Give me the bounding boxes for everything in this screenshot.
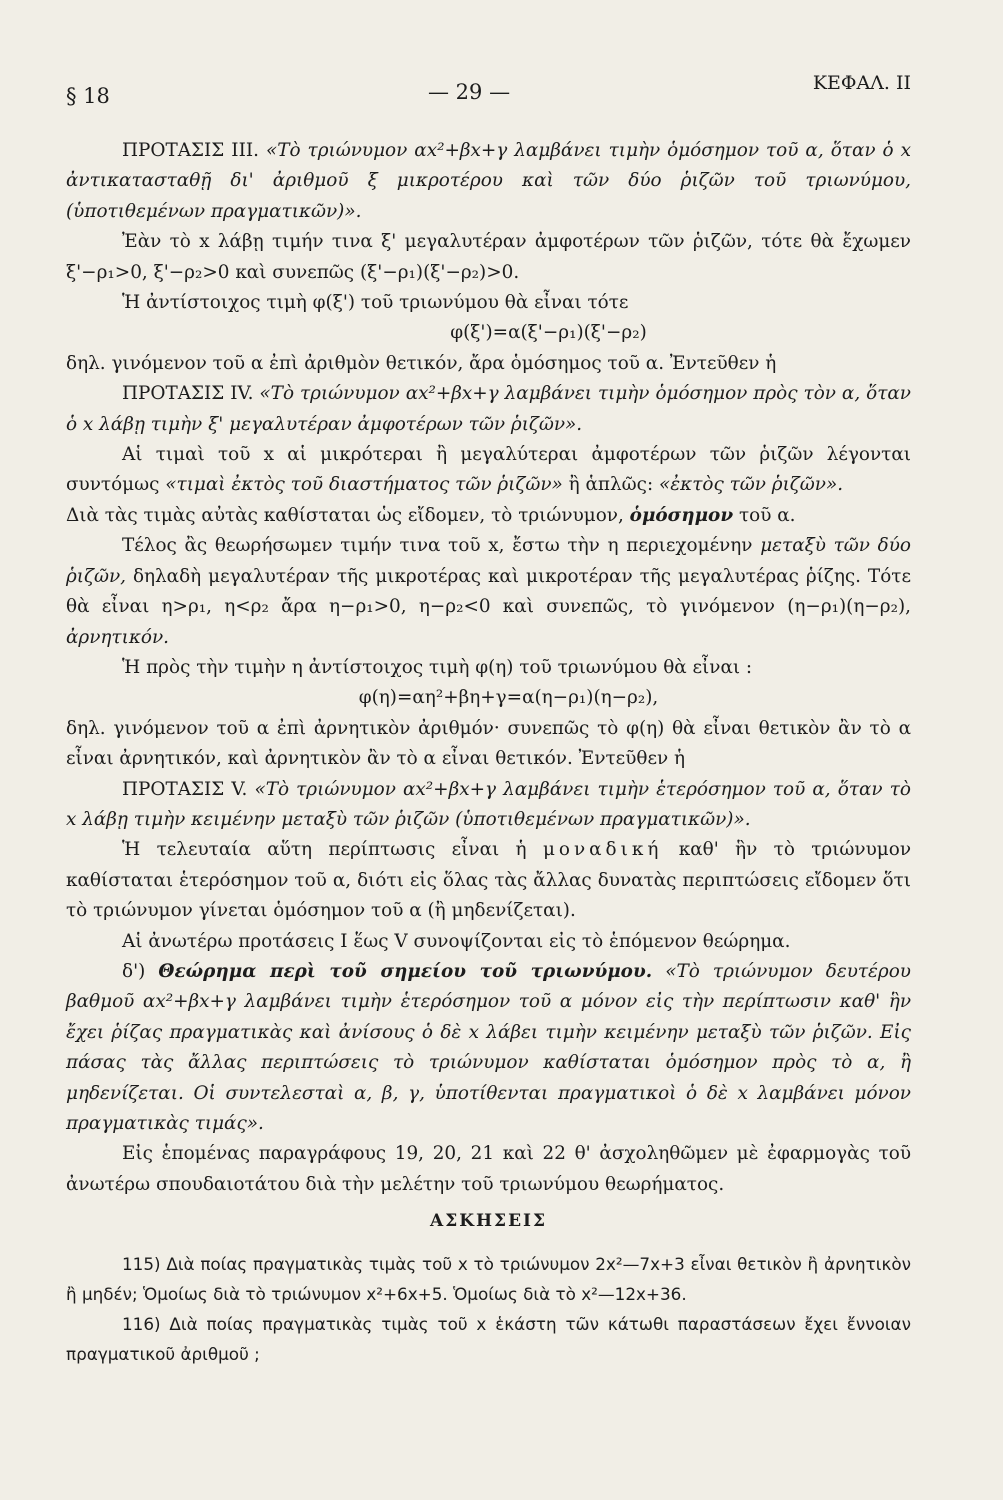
- text-run: μεταξὺ τῶν δύο ῥιζῶν,: [66, 535, 911, 587]
- proposition-3-statement: «Τὸ τριώνυμον αx²+βx+γ λαμβάνει τιμὴν ὁμόσημον τοῦ α, ὅταν ὁ x ἀντικατασταθῇ δι' ἀριθμοῦ ξ μικροτέρου καὶ τῶν δύο ῥιζῶν τοῦ τριωνύμου, (ὑποτιθεμένων πραγματικῶν)».: [66, 140, 911, 222]
- proposition-4-label: ΠΡΟΤΑΣΙΣ ΙV.: [122, 383, 254, 405]
- proposition-4: [66, 379, 911, 440]
- paragraph: [66, 531, 911, 653]
- text-run: Ἡ τελευταία αὕτη περίπτωσις εἶναι ἡ: [122, 839, 527, 861]
- paragraph: δηλ. γινόμενον τοῦ α ἐπὶ ἀριθμὸν θετικόν, ἄρα ὁμόσημος τοῦ α. Ἐντεῦθεν ἡ: [66, 352, 777, 374]
- proposition-5-label: ΠΡΟΤΑΣΙΣ V.: [122, 778, 248, 800]
- text-run: ἢ ἁπλῶς:: [568, 474, 654, 496]
- proposition-5-statement: «Τὸ τριώνυμον αx²+βx+γ λαμβάνει τιμὴν ἑτερόσημον τοῦ α, ὅταν τὸ x λάβῃ τιμὴν κειμένην μεταξὺ τῶν ῥιζῶν (ὑποτιθεμένων πραγματικῶν)».: [66, 778, 911, 830]
- emphasis: ὁμόσημον: [629, 504, 734, 526]
- theorem-label: δ'): [122, 960, 146, 982]
- text-run: Τέλος ἂς θεωρήσωμεν τιμήν τινα τοῦ x, ἔστω τὴν η περιεχομένην: [122, 535, 753, 557]
- spaced-emphasis: μοναδική: [542, 839, 663, 861]
- theorem-title: Θεώρημα περὶ τοῦ σημείου τοῦ τριωνύμου.: [158, 960, 653, 982]
- chapter-label: ΚΕΦΑΛ. ΙΙ: [812, 72, 911, 94]
- page-header: [66, 70, 911, 110]
- text-run: Διὰ τὰς τιμὰς αὐτὰς καθίσταται ὡς εἴδομεν, τὸ τριώνυμον,: [66, 504, 624, 526]
- equation: φ(η)=αη²+βη+γ=α(η−ρ₁)(η−ρ₂),: [358, 687, 659, 709]
- exercise-116: 116) Διὰ ποίας πραγματικὰς τιμὰς τοῦ x ἑκάστη τῶν κάτωθι παραστάσεων ἔχει ἔννοιαν πραγματικοῦ ἀριθμοῦ ;: [66, 1313, 911, 1364]
- body-text: [66, 136, 911, 1369]
- proposition-3: [66, 136, 911, 227]
- equation: φ(ξ')=α(ξ'−ρ₁)(ξ'−ρ₂): [450, 322, 647, 344]
- paragraph: [66, 835, 911, 926]
- text-run: Αἱ τιμαὶ τοῦ x αἱ μικρότεραι ἢ μεγαλύτεραι ἀμφοτέρων τῶν ῥιζῶν λέγονται συντόμως: [66, 444, 911, 496]
- page-number: — 29 —: [428, 80, 511, 104]
- exercises-heading: ΑΣΚΗΣΕΙΣ: [430, 1211, 547, 1232]
- paragraph: Ἡ ἀντίστοιχος τιμὴ φ(ξ') τοῦ τριωνύμου θὰ εἶναι τότε: [122, 292, 629, 314]
- theorem-statement: «Τὸ τριώνυμον δευτέρου βαθμοῦ αx²+βx+γ λαμβάνει τιμὴν ἑτερόσημον τοῦ α μόνον εἰς τὴν περίπτωσιν καθ' ἣν ἔχει ῥίζας πραγματικὰς καὶ ἀνίσους ὁ δὲ x λάβει τιμὴν κειμένην μεταξὺ τῶν ῥιζῶν. Εἰς πάσας τὰς ἄλλας περιπτώσεις τὸ τριώνυμον καθίσταται ὁμόσημον πρὸς τὸ α, ἢ μηδενίζεται. Οἱ συντελεσταὶ α, β, γ, ὑποτίθενται πραγματικοὶ ὁ δὲ x λαμβάνει μόνον πραγματικὰς τιμάς».: [66, 960, 911, 1134]
- text-run: «ἐκτὸς τῶν ῥιζῶν».: [659, 474, 844, 496]
- paragraph: Εἰς ἑπομένας παραγράφους 19, 20, 21 καὶ 22 θ' ἀσχοληθῶμεν μὲ ἐφαρμογὰς τοῦ ἀνωτέρω σπουδαιοτάτου διὰ τὴν μελέτην τοῦ τριωνύμου θεωρήματος.: [66, 1143, 911, 1195]
- proposition-5: [66, 775, 911, 836]
- text-run: καθ' ἣν τὸ τριώνυμον καθίσταται ἑτερόσημον τοῦ α, διότι εἰς ὅλας τὰς ἄλλας δυνατὰς περιπτώσεις εἴδομεν ὅτι τὸ τριώνυμον γίνεται ὁμόσημον τοῦ α (ἢ μηδενίζεται).: [66, 839, 911, 922]
- section-number: § 18: [66, 84, 110, 108]
- text-run: τοῦ α.: [738, 504, 796, 526]
- paragraph: Ἡ πρὸς τὴν τιμὴν η ἀντίστοιχος τιμὴ φ(η) τοῦ τριωνύμου θὰ εἶναι :: [122, 656, 753, 678]
- theorem: [66, 957, 911, 1139]
- paragraph: Ἐὰν τὸ x λάβῃ τιμήν τινα ξ' μεγαλυτέραν ἀμφοτέρων τῶν ῥιζῶν, τότε θὰ ἔχωμεν ξ'−ρ₁>0, ξ'−ρ₂>0 καὶ συνεπῶς (ξ'−ρ₁)(ξ'−ρ₂)>0.: [66, 231, 911, 283]
- exercise-115: 115) Διὰ ποίας πραγματικὰς τιμὰς τοῦ x τὸ τριώνυμον 2x²—7x+3 εἶναι θετικὸν ἢ ἀρνητικὸν ἢ μηδέν; Ὁμοίως διὰ τὸ τριώνυμον x²+6x+5. Ὁμοίως διὰ τὸ x²—12x+36.: [66, 1253, 911, 1304]
- proposition-3-label: ΠΡΟΤΑΣΙΣ ΙΙΙ.: [122, 140, 259, 161]
- exercises-list: [66, 1249, 911, 1369]
- paragraph: [66, 440, 911, 501]
- text-run: «τιμαὶ ἐκτὸς τοῦ διαστήματος τῶν ῥιζῶν»: [165, 474, 563, 496]
- paragraph: Αἱ ἀνωτέρω προτάσεις Ι ἕως V συνοψίζονται εἰς τὸ ἑπόμενον θεώρημα.: [122, 930, 791, 952]
- proposition-4-statement: «Τὸ τριώνυμον αx²+βx+γ λαμβάνει τιμὴν ὁμόσημον πρὸς τὸν α, ὅταν ὁ x λάβῃ τιμὴν ξ' μεγαλυτέραν ἀμφοτέρων τῶν ῥιζῶν».: [66, 383, 911, 435]
- paragraph: δηλ. γινόμενον τοῦ α ἐπὶ ἀρνητικὸν ἀριθμόν· συνεπῶς τὸ φ(η) θὰ εἶναι θετικὸν ἂν τὸ α εἶναι ἀρνητικόν, καὶ ἀρνητικὸν ἂν τὸ α εἶναι θετικόν. Ἐντεῦθεν ἡ: [66, 717, 911, 770]
- text-run: δηλαδὴ μεγαλυτέραν τῆς μικροτέρας καὶ μικροτέραν τῆς μεγαλυτέρας ῥίζης. Τότε θὰ εἶναι η>ρ₁, η<ρ₂ ἄρα η−ρ₁>0, η−ρ₂<0 καὶ συνεπῶς, τὸ γινόμενον (η−ρ₁)(η−ρ₂),: [66, 565, 911, 618]
- text-run: ἀρνητικόν.: [66, 626, 169, 648]
- paragraph: [66, 501, 911, 531]
